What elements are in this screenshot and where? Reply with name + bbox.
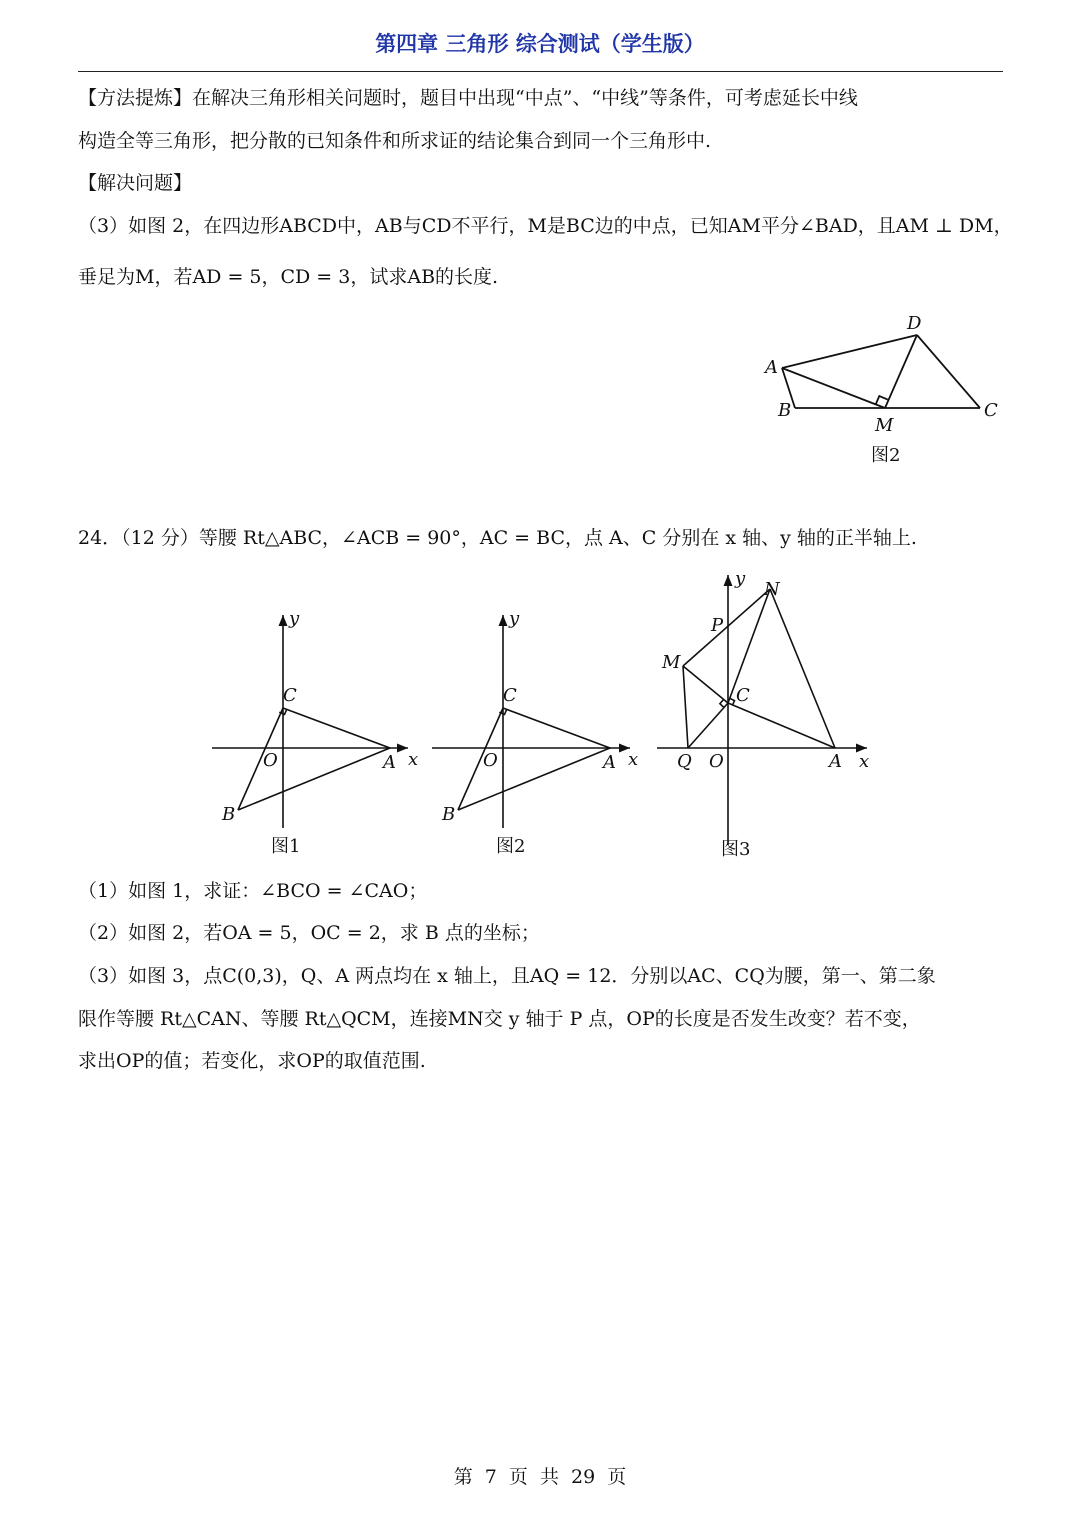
fig1-label-y: y [289, 608, 300, 629]
solve-heading: 【解决问题】 [78, 172, 193, 194]
fig1-caption: 图1 [271, 836, 301, 857]
question-24-part-3-line-1: （3）如图 3，点C(0,3)，Q、A 两点均在 x 轴上，且AQ = 12．分别以AC、CQ为腰，第一、第二象 [78, 965, 936, 987]
question-24-part-1: （1）如图 1，求证：∠BCO = ∠CAO； [78, 880, 428, 902]
question-24-part-3-line-3: 求出OP的值；若变化，求OP的取值范围. [78, 1050, 426, 1072]
method-text-line-2: 构造全等三角形，把分散的已知条件和所求证的结论集合到同一个三角形中. [78, 130, 712, 152]
fig3-label-p: P [711, 615, 724, 636]
fig1-label-c: C [283, 685, 297, 706]
fig3-label-y: y [735, 568, 746, 589]
fig1-label-x: x [408, 749, 419, 770]
fig3-label-a: A [829, 751, 842, 772]
fig1-label-a: A [383, 752, 396, 773]
fig2-label-b: B [442, 804, 456, 825]
fig3-label-q: Q [677, 751, 692, 772]
fig2-caption: 图2 [496, 836, 526, 857]
quad-label-a: A [765, 357, 778, 378]
figure-3 [645, 565, 890, 865]
fig2-label-o: O [483, 750, 498, 771]
page-footer: 第 7 页 共 29 页 [453, 1466, 627, 1488]
quad-label-m: M [875, 415, 894, 436]
quadrilateral-figure [755, 305, 1015, 475]
fig3-label-c: C [736, 685, 750, 706]
question-3-line-1: （3）如图 2，在四边形ABCD中，AB与CD不平行，M是BC边的中点，已知AM平分∠BAD，且AM ⊥ DM， [78, 215, 1013, 237]
fig2-label-c: C [503, 685, 517, 706]
fig1-label-o: O [263, 750, 278, 771]
question-24-part-3-line-2: 限作等腰 Rt△CAN、等腰 Rt△QCM，连接MN交 y 轴于 P 点，OP的长度是否发生改变？若不变， [78, 1008, 921, 1030]
quad-label-d: D [907, 313, 922, 334]
fig1-label-b: B [222, 804, 236, 825]
question-24-part-2: （2）如图 2，若OA = 5，OC = 2，求 B 点的坐标； [78, 922, 540, 944]
question-3-line-2: 垂足为M，若AD = 5，CD = 3，试求AB的长度. [78, 266, 499, 288]
question-24-stem: 24．（12 分）等腰 Rt△ABC，∠ACB = 90°，AC = BC，点 A、C 分别在 x 轴、y 轴的正半轴上. [78, 527, 917, 549]
figure-1 [200, 600, 430, 865]
method-text-line-1: 【方法提炼】在解决三角形相关问题时，题目中出现“中点”、“中线”等条件，可考虑延长中线 [78, 87, 858, 109]
fig3-label-o: O [709, 751, 724, 772]
quad-label-c: C [984, 400, 998, 421]
fig2-label-x: x [628, 749, 639, 770]
quad-caption: 图2 [871, 445, 901, 466]
fig3-label-x: x [859, 751, 870, 772]
fig3-caption: 图3 [721, 839, 751, 860]
page-header-title: 第四章 三角形 综合测试（学生版） [375, 32, 705, 56]
fig2-label-y: y [509, 608, 520, 629]
fig2-label-a: A [603, 752, 616, 773]
quad-label-b: B [778, 400, 792, 421]
fig3-label-m: M [662, 652, 681, 673]
figure-2 [420, 600, 650, 865]
header-divider [78, 71, 1003, 72]
fig3-label-n: N [764, 579, 780, 600]
